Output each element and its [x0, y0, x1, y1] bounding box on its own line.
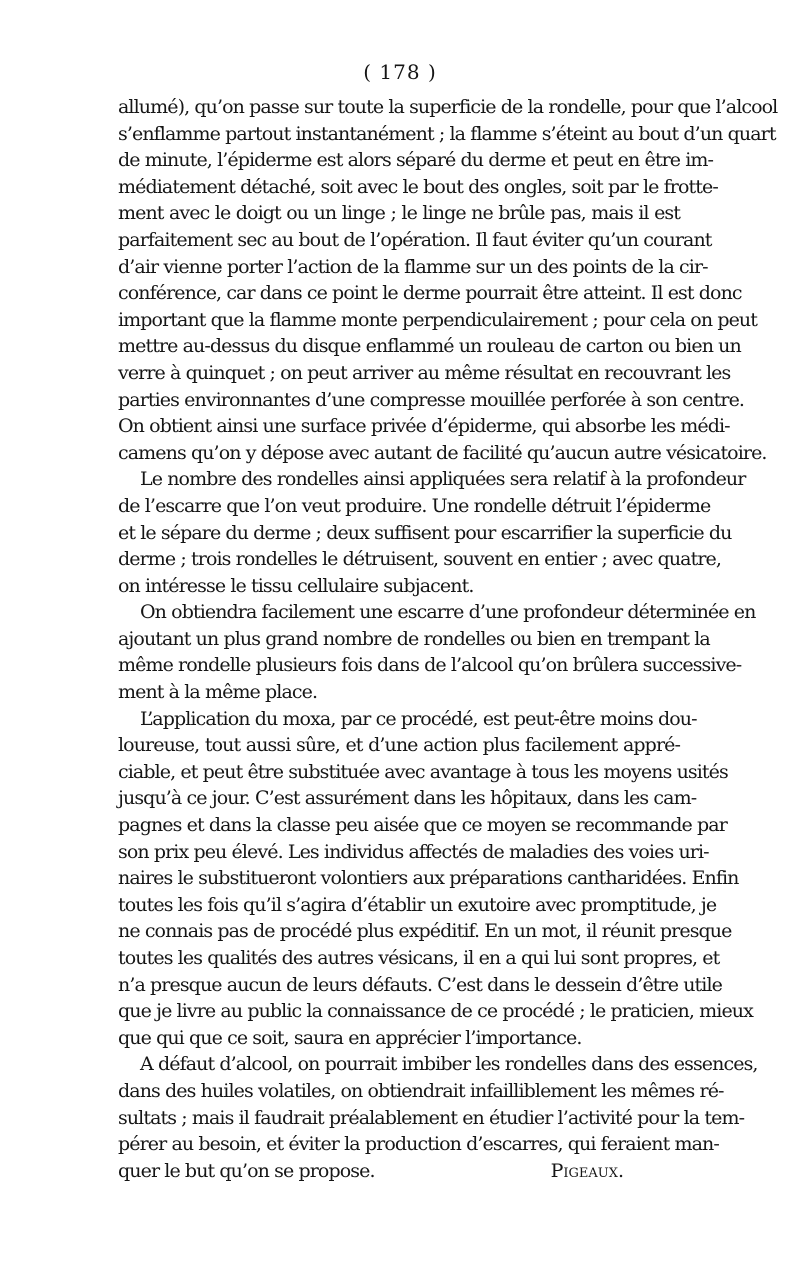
author-signature: Pigeaux. [550, 1159, 624, 1182]
text-line: s’enflamme partout instantanément ; la flamme s’éteint au bout d’un quart [118, 122, 776, 145]
text-line: conférence, car dans ce point le derme pourrait être atteint. Il est donc [118, 282, 742, 305]
text-line: dans des huiles volatiles, on obtiendrait infailliblement les mêmes ré- [118, 1079, 724, 1102]
text-line: On obtient ainsi une surface privée d’épiderme, qui absorbe les médi- [118, 415, 730, 438]
page-number: ( 178 ) [363, 60, 437, 84]
text-line: pagnes et dans la classe peu aisée que ce moyen se recommande par [118, 814, 727, 837]
text-line: A défaut d’alcool, on pourrait imbiber les rondelles dans des essences, [140, 1053, 758, 1076]
text-line: d’air vienne porter l’action de la flamme sur un des points de la cir- [118, 255, 708, 278]
text-line: que je livre au public la connaissance de ce procédé ; le praticien, mieux [118, 1000, 753, 1023]
text-line: mettre au-dessus du disque enflammé un rouleau de carton ou bien un [118, 335, 741, 358]
text-line: que qui que ce soit, saura en apprécier l’importance. [118, 1026, 582, 1049]
text-line: Le nombre des rondelles ainsi appliquées sera relatif à la profondeur [140, 468, 746, 491]
closing-line [118, 1158, 680, 1185]
text-line: ment à la même place. [118, 681, 318, 704]
text-line: médiatement détaché, soit avec le bout des ongles, soit par le frotte- [118, 175, 718, 198]
body-text [118, 94, 778, 1184]
text-line: et le sépare du derme ; deux suffisent pour escarrifier la superficie du [118, 521, 732, 544]
text-line: parties environnantes d’une compresse mouillée perforée à son centre. [118, 388, 745, 411]
closing-text: quer le but qu’on se propose. [118, 1159, 375, 1182]
text-line: ment avec le doigt ou un linge ; le linge ne brûle pas, mais il est [118, 202, 680, 225]
text-line: de l’escarre que l’on veut produire. Une rondelle détruit l’épiderme [118, 494, 711, 517]
text-line: L’application du moxa, par ce procédé, est peut-être moins dou- [140, 707, 697, 730]
text-line: ciable, et peut être substituée avec avantage à tous les moyens usités [118, 760, 728, 783]
text-line: on intéresse le tissu cellulaire subjacent. [118, 574, 474, 597]
text-line: ajoutant un plus grand nombre de rondelles ou bien en trempant la [118, 627, 710, 650]
text-line: n’a presque aucun de leurs défauts. C’est dans le dessein d’être utile [118, 973, 722, 996]
text-line: sultats ; mais il faudrait préalablement en étudier l’activité pour la tem- [118, 1106, 745, 1129]
text-line: naires le substitueront volontiers aux préparations cantharidées. Enfin [118, 867, 739, 890]
text-line: important que la flamme monte perpendiculairement ; pour cela on peut [118, 308, 757, 331]
text-line: pérer au besoin, et éviter la production d’escarres, qui feraient man- [118, 1133, 719, 1156]
text-line: même rondelle plusieurs fois dans de l’alcool qu’on brûlera successive- [118, 654, 742, 677]
text-line: son prix peu élevé. Les individus affectés de maladies des voies uri- [118, 840, 709, 863]
text-line: allumé), qu’on passe sur toute la superficie de la rondelle, pour que l’alcool [118, 96, 778, 118]
text-line: On obtiendra facilement une escarre d’une profondeur déterminée en [140, 601, 756, 624]
text-line: jusqu’à ce jour. C’est assurément dans les hôpitaux, dans les cam- [118, 787, 697, 810]
text-line: ne connais pas de procédé plus expéditif. En un mot, il réunit presque [118, 920, 732, 943]
text-line: camens qu’on y dépose avec autant de facilité qu’aucun autre vésicatoire. [118, 441, 767, 464]
text-line: verre à quinquet ; on peut arriver au même résultat en recouvrant les [118, 361, 731, 384]
text-line: parfaitement sec au bout de l’opération. Il faut éviter qu’un courant [118, 228, 712, 251]
text-line: loureuse, tout aussi sûre, et d’une action plus facilement appré- [118, 734, 680, 757]
text-line: de minute, l’épiderme est alors séparé du derme et peut en être im- [118, 149, 714, 172]
text-line: toutes les qualités des autres vésicans, il en a qui lui sont propres, et [118, 947, 720, 969]
text-line: derme ; trois rondelles le détruisent, souvent en entier ; avec quatre, [118, 548, 722, 571]
text-line: toutes les fois qu’il s’agira d’établir un exutoire avec promptitude, je [118, 893, 717, 916]
